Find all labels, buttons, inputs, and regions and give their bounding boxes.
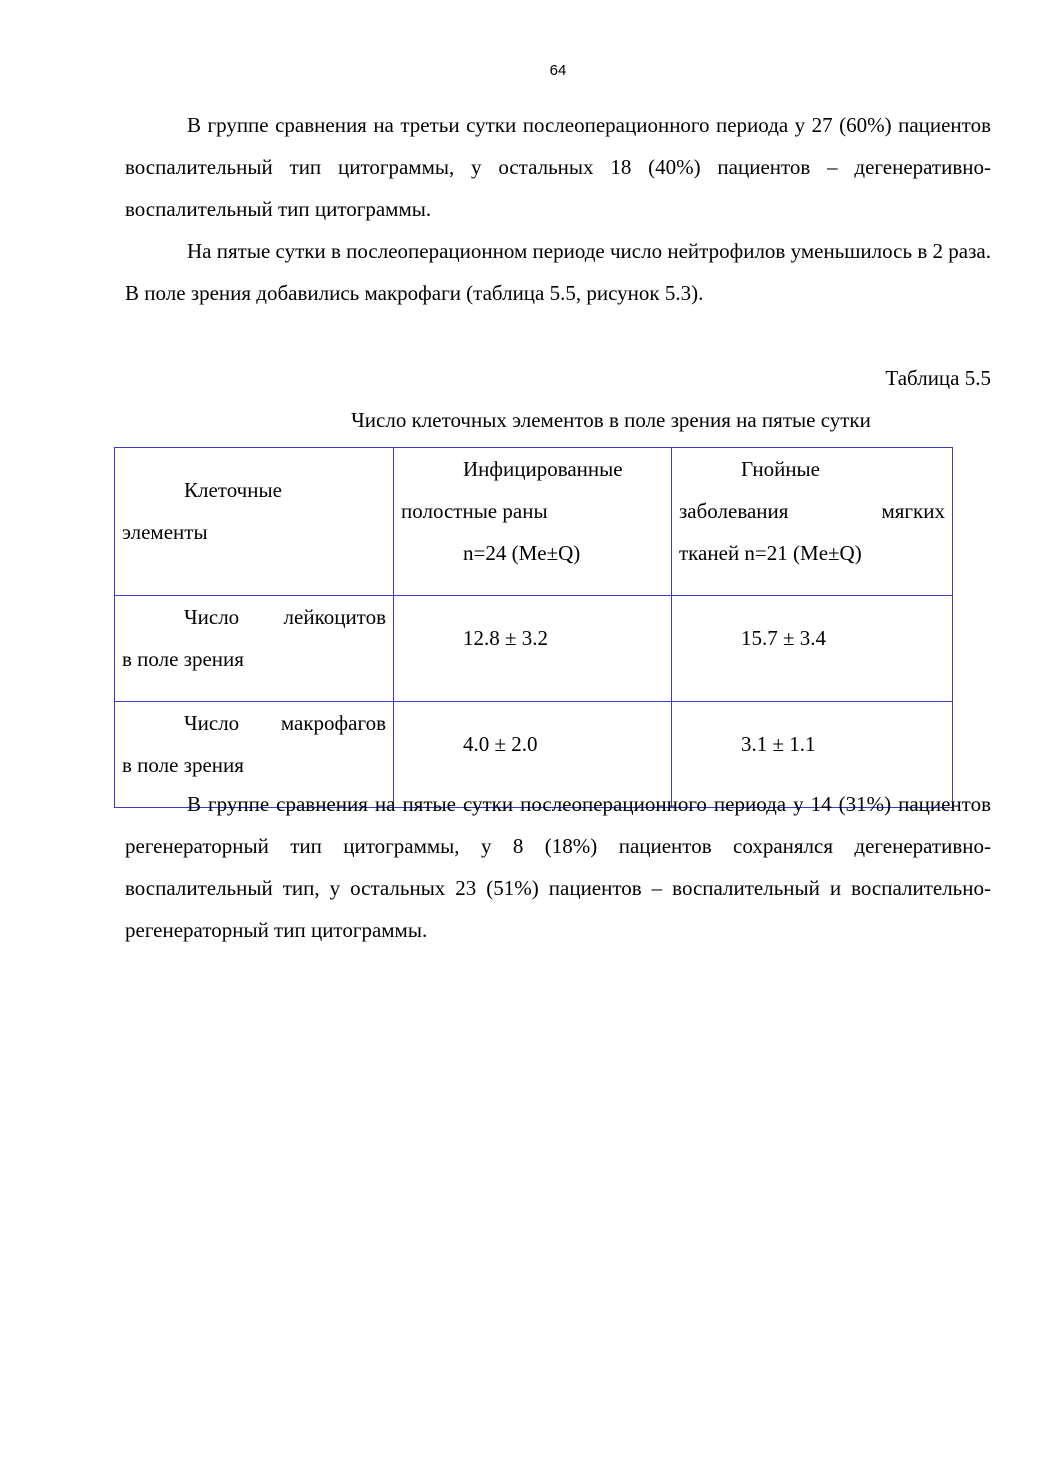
row-label-line1: Число макрофагов — [184, 711, 386, 735]
table-number: Таблица 5.5 — [885, 366, 991, 390]
header-col2-line1: Инфицированные — [463, 457, 623, 481]
header-cell-purulent-diseases — [672, 448, 953, 596]
row-value-infected: 4.0 ± 2.0 — [463, 732, 538, 756]
cell-count-table — [114, 447, 953, 808]
header-col2-line3: n=24 (Me±Q) — [463, 541, 581, 565]
row-label-line2: в поле зрения — [122, 647, 244, 671]
header-col1-line1: Клеточные — [184, 478, 282, 502]
row-value-cell — [672, 596, 953, 702]
paragraph-2: На пятые сутки в послеоперационном периоде число нейтрофилов уменьшилось в 2 раза. В поле зрения добавились макрофаги (таблица 5.5, рисунок 5.3). — [125, 239, 991, 305]
header-cell-elements — [115, 448, 394, 596]
header-col3-line2-word1: заболевания — [679, 499, 789, 523]
header-col1-line2: элементы — [122, 520, 208, 544]
header-col3-line2-word2: мягких — [881, 499, 945, 523]
header-col2-line2: полостные раны — [401, 499, 548, 523]
table-title: Число клеточных элементов в поле зрения на пятые сутки — [351, 408, 871, 432]
row-value-cell — [394, 596, 672, 702]
row-label-line2: в поле зрения — [122, 753, 244, 777]
table-header-row — [115, 448, 953, 596]
row-value-infected: 12.8 ± 3.2 — [463, 626, 549, 650]
row-value-purulent: 15.7 ± 3.4 — [741, 626, 827, 650]
page-number: 64 — [549, 62, 567, 79]
header-cell-infected-wounds — [394, 448, 672, 596]
row-label-cell — [115, 596, 394, 702]
row-label-line1: Число лейкоцитов — [184, 605, 386, 629]
header-col3-line1: Гнойные — [741, 457, 820, 481]
row-value-purulent: 3.1 ± 1.1 — [741, 732, 816, 756]
header-col3-line2 — [679, 490, 945, 532]
paragraph-1: В группе сравнения на третьи сутки послеоперационного периода у 27 (60%) пациентов воспалительный тип цитограммы, у остальных 18 (40%) пациентов – дегенеративно-воспалительный тип цитограммы. — [125, 113, 991, 221]
header-col3-line3: тканей n=21 (Me±Q) — [679, 541, 862, 565]
paragraph-3: В группе сравнения на пятые сутки послеоперационного периода у 14 (31%) пациентов регенераторный тип цитограммы, у 8 (18%) пациентов сохранялся дегенеративно-воспалительный тип, у остальных 23 (51%) пациентов – воспалительный и воспалительно-регенераторный тип цитограммы. — [125, 792, 991, 942]
table-row — [115, 596, 953, 702]
